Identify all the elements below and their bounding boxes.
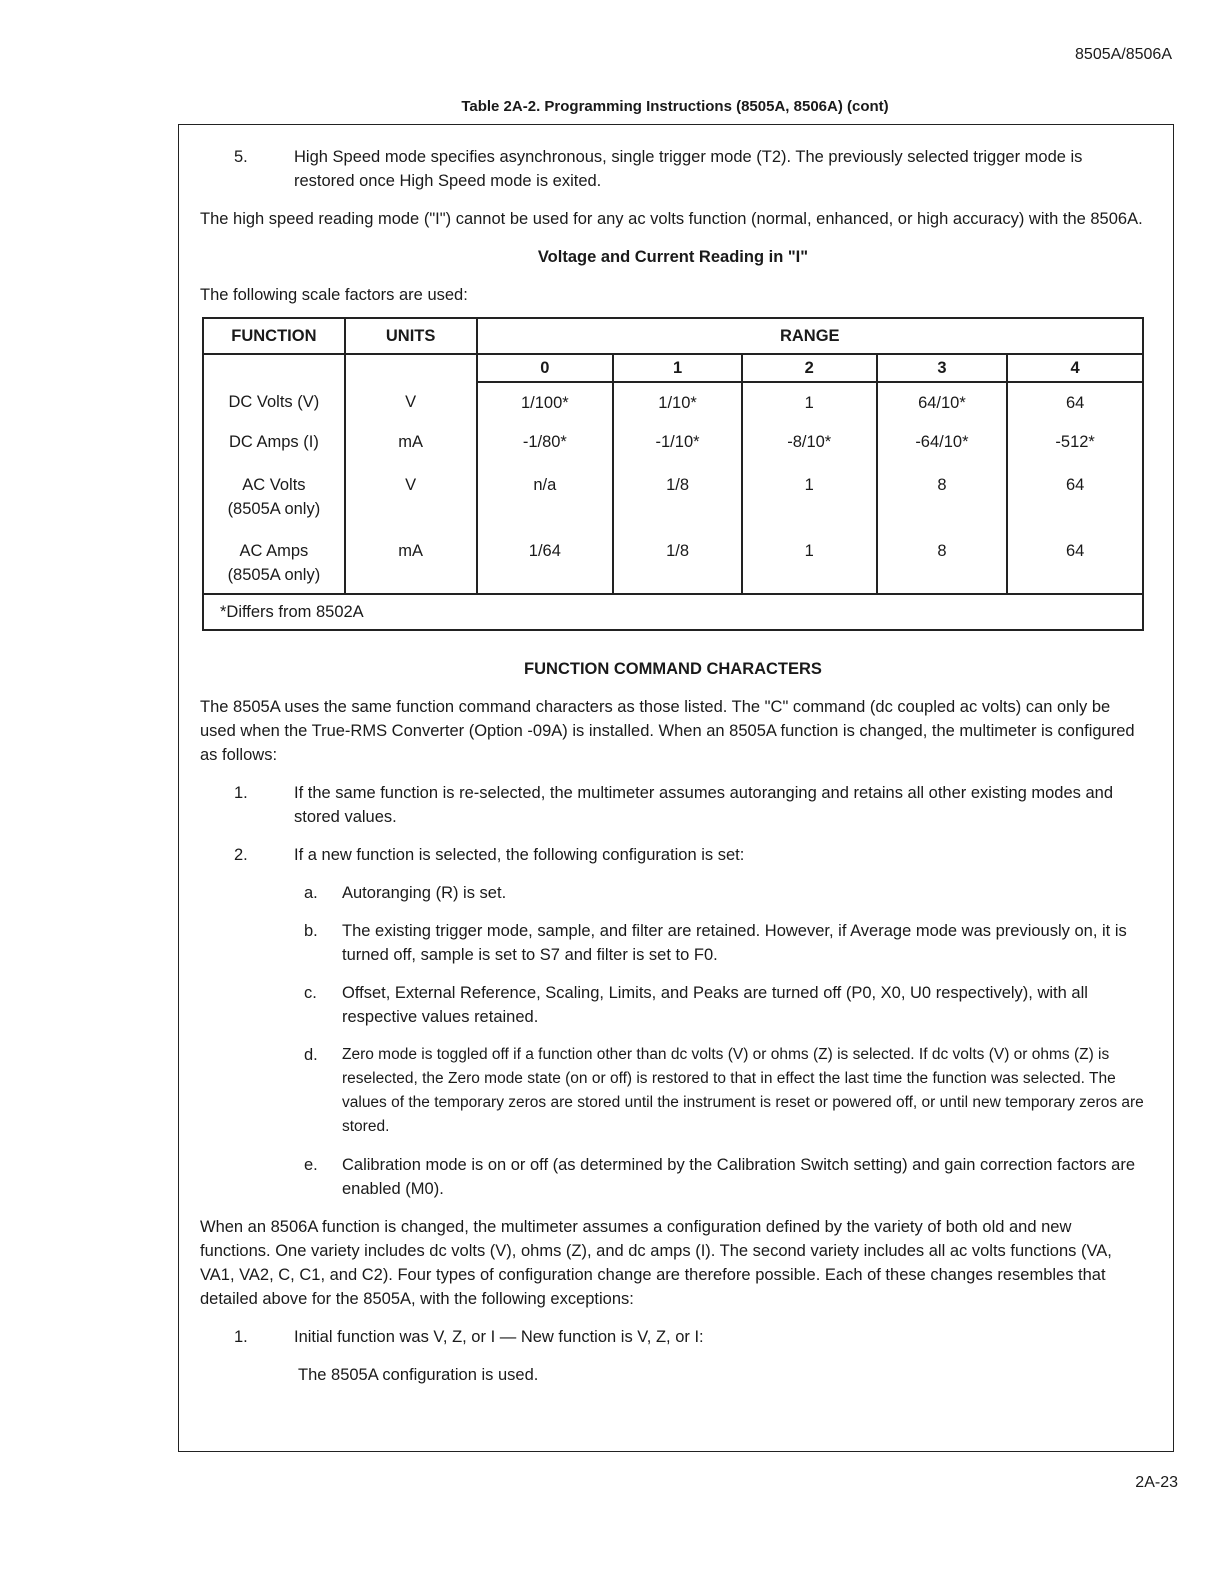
value-cell: 8 bbox=[877, 527, 1008, 594]
range-col-3: 3 bbox=[877, 354, 1008, 382]
item-text: If the same function is re-selected, the multimeter assumes autoranging and retains all other existing modes and stored values. bbox=[294, 784, 1114, 826]
scale-intro: The following scale factors are used: bbox=[200, 286, 468, 304]
value-cell: -64/10* bbox=[877, 422, 1008, 461]
function-note: (8505A only) bbox=[227, 500, 321, 518]
units-cell: mA bbox=[345, 527, 477, 594]
table-row bbox=[203, 382, 1143, 422]
value-cell: -512* bbox=[1007, 422, 1143, 461]
function-cell bbox=[203, 527, 345, 594]
page-identifier: 8505A/8506A bbox=[1075, 46, 1172, 63]
value-cell: 64 bbox=[1007, 382, 1143, 422]
value-cell: 1 bbox=[742, 527, 877, 594]
function-name: AC Amps bbox=[239, 542, 309, 560]
item-number: 2. bbox=[234, 846, 248, 864]
item-number: 1. bbox=[234, 1328, 248, 1346]
function-cell: DC Volts (V) bbox=[203, 382, 345, 422]
item-letter: a. bbox=[304, 884, 318, 902]
sub-list-item bbox=[304, 981, 1146, 1029]
sub-list-item bbox=[304, 919, 1146, 967]
table-title: Table 2A-2. Programming Instructions (8505A, 8506A) (cont) bbox=[461, 98, 889, 115]
sub-list-item bbox=[304, 1153, 1146, 1201]
configuration-note: The 8505A configuration is used. bbox=[298, 1366, 539, 1384]
range-col-1: 1 bbox=[613, 354, 742, 382]
value-cell: 1/64 bbox=[477, 527, 614, 594]
list-item bbox=[200, 781, 1146, 829]
function-cell bbox=[203, 461, 345, 527]
units-cell: V bbox=[345, 382, 477, 422]
value-cell: 1 bbox=[742, 382, 877, 422]
value-cell: 64 bbox=[1007, 527, 1143, 594]
function-command-heading: FUNCTION COMMAND CHARACTERS bbox=[524, 660, 822, 678]
blank-cell bbox=[345, 354, 477, 382]
header-units: UNITS bbox=[345, 318, 477, 354]
function-name: AC Volts bbox=[242, 476, 306, 494]
value-cell: -8/10* bbox=[742, 422, 877, 461]
page-number: 2A-23 bbox=[1135, 1474, 1178, 1491]
item-text: Autoranging (R) is set. bbox=[342, 884, 507, 902]
units-cell: V bbox=[345, 461, 477, 527]
value-cell: 64/10* bbox=[877, 382, 1008, 422]
item-letter: c. bbox=[304, 984, 317, 1002]
sub-list-item bbox=[304, 1043, 1146, 1139]
value-cell: 1/100* bbox=[477, 382, 614, 422]
range-col-2: 2 bbox=[742, 354, 877, 382]
item-text: If a new function is selected, the following configuration is set: bbox=[294, 846, 745, 864]
range-col-4: 4 bbox=[1007, 354, 1143, 382]
item-text: Zero mode is toggled off if a function other than dc volts (V) or ohms (Z) is selected. If dc volts (V) or ohms (Z) is reselected, the Zero mode state (on or off) is restored to that in effect the last time the function was selected. The values of the temporary zeros are stored until the instrument is reset or powered off, or until new temporary zeros are stored. bbox=[342, 1046, 1144, 1135]
value-cell: -1/10* bbox=[613, 422, 742, 461]
list-item bbox=[200, 843, 1146, 867]
voltage-current-heading: Voltage and Current Reading in "I" bbox=[537, 248, 809, 266]
value-cell: n/a bbox=[477, 461, 614, 527]
item-text: The existing trigger mode, sample, and filter are retained. However, if Average mode was previously on, it is turned off, sample is set to S7 and filter is set to F0. bbox=[342, 922, 1127, 964]
units-cell: mA bbox=[345, 422, 477, 461]
range-col-0: 0 bbox=[477, 354, 614, 382]
function-cell: DC Amps (I) bbox=[203, 422, 345, 461]
item-text: Initial function was V, Z, or I — New function is V, Z, or I: bbox=[294, 1328, 704, 1346]
table-row bbox=[203, 422, 1143, 461]
item-number: 1. bbox=[234, 784, 248, 802]
list-item bbox=[200, 145, 1146, 193]
value-cell: 1/10* bbox=[613, 382, 742, 422]
item-number: 5. bbox=[234, 148, 248, 166]
high-speed-note: The high speed reading mode ("I") cannot be used for any ac volts function (normal, enhanced, or high accuracy) with the 8506A. bbox=[200, 210, 1143, 228]
8506a-function-paragraph: When an 8506A function is changed, the multimeter assumes a configuration defined by the variety of both old and new functions. One variety includes dc volts (V), ohms (Z), and dc amps (I). The second variety includes all ac volts functions (VA, VA1, VA2, C, C1, and C2). Four types of configuration change are therefore possible. Each of these changes resembles that detailed above for the 8505A, with the following exceptions: bbox=[200, 1218, 1112, 1308]
value-cell: 1/8 bbox=[613, 527, 742, 594]
item-letter: b. bbox=[304, 922, 318, 940]
item-letter: d. bbox=[304, 1046, 318, 1064]
table-row bbox=[203, 461, 1143, 527]
sub-list-item bbox=[304, 881, 1146, 905]
scale-factor-table bbox=[202, 317, 1144, 631]
value-cell: 64 bbox=[1007, 461, 1143, 527]
value-cell: 1/8 bbox=[613, 461, 742, 527]
item-text: High Speed mode specifies asynchronous, single trigger mode (T2). The previously selected trigger mode is restored once High Speed mode is exited. bbox=[294, 148, 1083, 190]
item-text: Calibration mode is on or off (as determined by the Calibration Switch setting) and gain correction factors are enabled (M0). bbox=[342, 1156, 1136, 1198]
frame-content bbox=[200, 145, 1146, 1401]
value-cell: 1 bbox=[742, 461, 877, 527]
table-row bbox=[203, 527, 1143, 594]
value-cell: -1/80* bbox=[477, 422, 614, 461]
header-range: RANGE bbox=[477, 318, 1144, 354]
table-footnote: *Differs from 8502A bbox=[203, 594, 1143, 630]
item-text: Offset, External Reference, Scaling, Limits, and Peaks are turned off (P0, X0, U0 respectively), with all respective values retained. bbox=[342, 984, 1088, 1026]
list-item bbox=[200, 1325, 1146, 1349]
8505a-function-paragraph: The 8505A uses the same function command characters as those listed. The "C" command (dc coupled ac volts) can only be used when the True-RMS Converter (Option -09A) is installed. When an 8505A function is changed, the multimeter is configured as follows: bbox=[200, 698, 1135, 764]
blank-cell bbox=[203, 354, 345, 382]
value-cell: 8 bbox=[877, 461, 1008, 527]
item-letter: e. bbox=[304, 1156, 318, 1174]
header-function: FUNCTION bbox=[203, 318, 345, 354]
function-note: (8505A only) bbox=[227, 566, 321, 584]
